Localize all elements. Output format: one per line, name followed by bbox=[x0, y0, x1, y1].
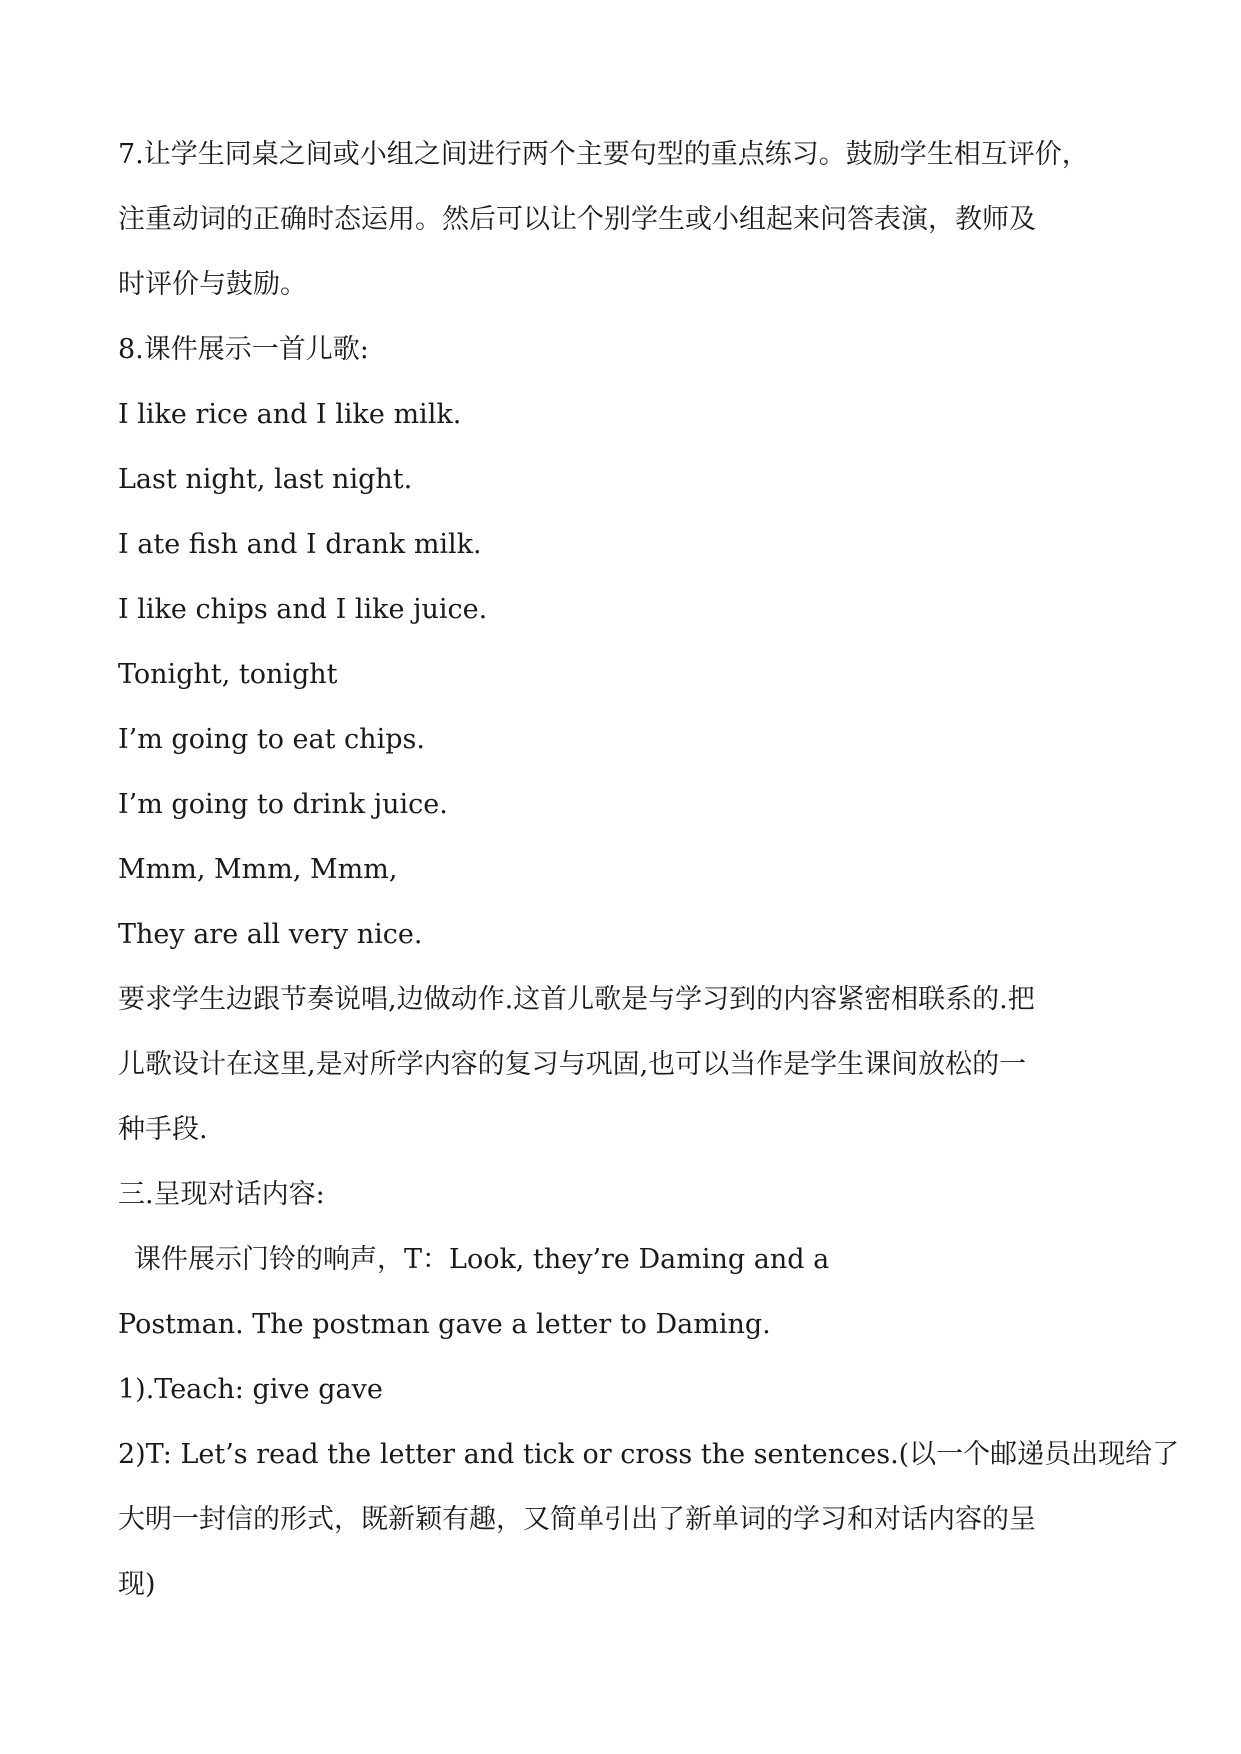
paragraph-line: 种手段. bbox=[118, 1114, 208, 1145]
paragraph-line: 课件展示门铃的响声，T：Look, they’re Daming and a bbox=[134, 1244, 830, 1275]
song-line: I’m going to eat chips. bbox=[118, 724, 425, 755]
song-line: Mmm, Mmm, Mmm, bbox=[118, 854, 398, 885]
list-item: 1).Teach: give gave bbox=[118, 1374, 383, 1405]
song-line: I’m going to drink juice. bbox=[118, 789, 448, 820]
section-heading: 三.呈现对话内容: bbox=[118, 1179, 325, 1210]
song-line: They are all very nice. bbox=[118, 919, 423, 950]
song-line: I like chips and I like juice. bbox=[118, 594, 488, 625]
paragraph-line: 注重动词的正确时态运用。然后可以让个别学生或小组起来问答表演，教师及 bbox=[118, 204, 1036, 235]
paragraph-line: 大明一封信的形式，既新颖有趣，又简单引出了新单词的学习和对话内容的呈 bbox=[118, 1504, 1036, 1535]
paragraph-line: 要求学生边跟节奏说唱,边做动作.这首儿歌是与学习到的内容紧密相联系的.把 bbox=[118, 984, 1035, 1015]
song-line: I like rice and I like milk. bbox=[118, 399, 462, 430]
song-line: I ate fish and I drank milk. bbox=[118, 529, 482, 560]
paragraph-line: 时评价与鼓励。 bbox=[118, 269, 307, 300]
paragraph-line: 现) bbox=[118, 1569, 156, 1600]
section-heading: 8.课件展示一首儿歌: bbox=[118, 334, 369, 365]
song-line: Tonight, tonight bbox=[118, 659, 338, 690]
paragraph-line: 7.让学生同桌之间或小组之间进行两个主要句型的重点练习。鼓励学生相互评价， bbox=[118, 139, 1089, 170]
paragraph-line: 儿歌设计在这里,是对所学内容的复习与巩固,也可以当作是学生课间放松的一 bbox=[118, 1049, 1027, 1080]
paragraph-line: Postman. The postman gave a letter to Daming. bbox=[118, 1309, 771, 1340]
document-body bbox=[118, 122, 1180, 1617]
list-item: 2)T: Let’s read the letter and tick or cross the sentences.(以一个邮递员出现给了 bbox=[118, 1439, 1180, 1470]
song-line: Last night, last night. bbox=[118, 464, 413, 495]
